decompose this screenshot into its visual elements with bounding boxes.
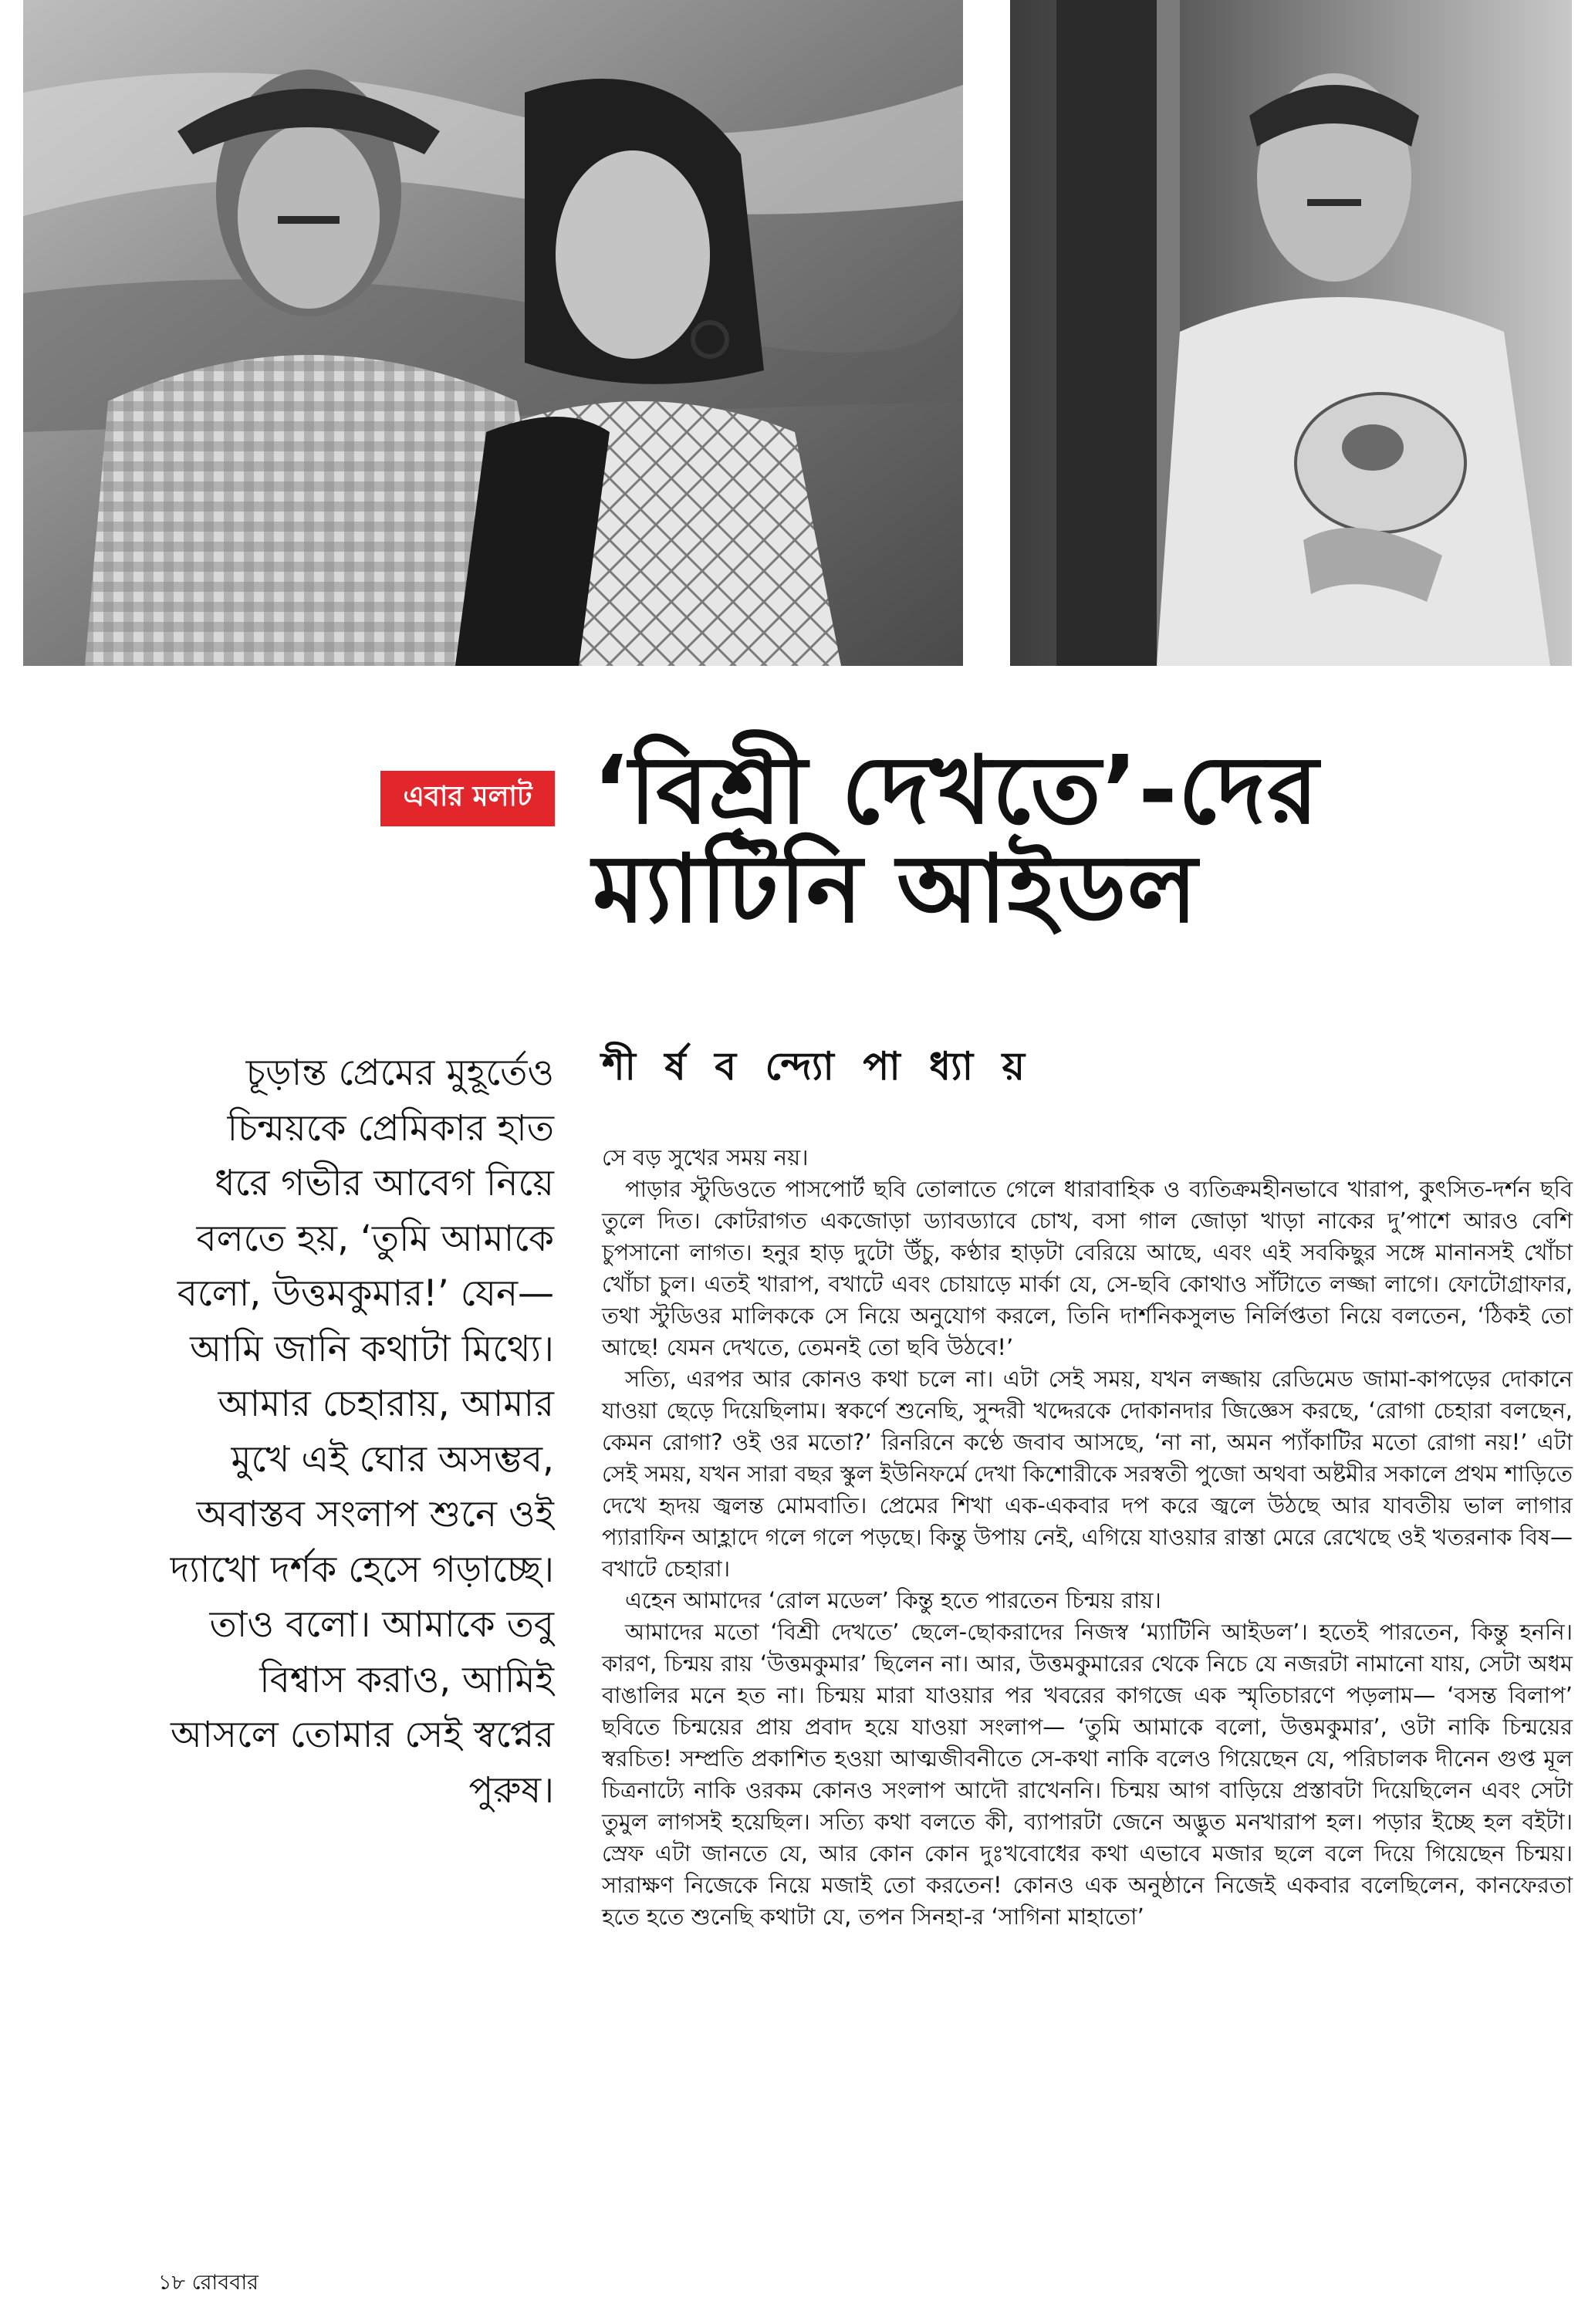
- headline-line-1: ‘বিশ্রী দেখতে’-দের: [593, 735, 1320, 845]
- film-still-couple-icon: [23, 0, 963, 666]
- article-paragraph: এহেন আমাদের ‘রোল মডেল’ কিন্তু হতে পারতেন চিন্ময় রায়।: [625, 1587, 1161, 1613]
- section-tag: এবার মলাট: [380, 771, 555, 826]
- article-paragraph: সত্যি, এরপর আর কোনও কথা চলে না। এটা সেই সময়, যখন লজ্জায় রেডিমেড জামা-কাপড়ের দোকানে যাওয়া ছেড়ে দিয়েছিলাম। স্বকর্ণে শুনেছি, সুন্দরী খদ্দেরকে দোকানদার জিজ্ঞেস করছে, ‘রোগা চেহারা বলছেন, কেমন রোগা? ওই ওর মতো?’ রিনরিনে কণ্ঠে জবাব আসছে, ‘না না, অমন প্যাঁকাটির মতো রোগা নয়!’ এটা সেই সময়, যখন সারা বছর স্কুল ইউনিফর্মে দেখা কিশোরীকে সরস্বতী পুজো অথবা অষ্টমীর সকালে প্রথম শাড়িতে দেখে হৃদয় জ্বলন্ত মোমবাতি। প্রেমের শিখা এক-একবার দপ করে জ্বলে উঠছে আর যাবতীয় ভাল লাগার প্যারাফিন আহ্লাদে গলে গলে পড়ছে। কিন্তু উপায় নেই, এগিয়ে যাওয়ার রাস্তা মেরে রেখেছে ওই খতরনাক বিষ— বখাটে চেহারা।: [602, 1366, 1573, 1582]
- article-paragraph: সে বড় সুখের সময় নয়।: [602, 1144, 809, 1170]
- article-paragraph: আমাদের মতো ‘বিশ্রী দেখতে’ ছেলে-ছোকরাদের নিজস্ব ‘ম্যাটিনি আইডল’। হতেই পারতেন, কিন্তু হননি। কারণ, চিন্ময় রায় ‘উত্তমকুমার’ ছিলেন না। আর, উত্তমকুমারের থেকে নিচে যে নজরটা নামানো যায়, সেটা অধম বাঙালির মনে হত না। চিন্ময় মারা যাওয়ার পর খবরের কাগজে এক স্মৃতিচারণে পড়লাম— ‘বসন্ত বিলাপ’ ছবিতে চিন্ময়ের প্রায় প্রবাদ হয়ে যাওয়া সংলাপ— ‘তুমি আমাকে বলো, উত্তমকুমার’, ওটা নাকি চিন্ময়ের স্বরচিত! সম্প্রতি প্রকাশিত হওয়া আত্মজীবনীতে সে-কথা নাকি বলেও গিয়েছেন যে, পরিচালক দীনেন গুপ্ত মূল চিত্রনাট্যে নাকি ওরকম কোনও সংলাপ আদৌ রাখেননি। চিন্ময় আগ বাড়িয়ে প্রস্তাবটা দিয়েছিলেন এবং সেটা তুমুল লাগসই হয়েছিল। সত্যি কথা বলতে কী, ব্যাপারটা জেনে অদ্ভুত মনখারাপ হল। পড়ার ইচ্ছে হল বইটা। স্রেফ এটা জানতে যে, আর কোন কোন দুঃখবোধের কথা এভাবে মজার ছলে বলে দিয়ে গিয়েছেন চিন্ময়। সারাক্ষণ নিজেকে নিয়ে মজাই তো করতেন! কোনও এক অনুষ্ঠানে নিজেই একবার বলেছিলেন, কানফেরতা হতে হতে শুনেছি কথাটা যে, তপন সিনহা-র ‘সাগিনা মাহাতো’: [602, 1619, 1573, 1930]
- film-still-man-with-dog-icon: [1010, 0, 1572, 666]
- article-body: [602, 1142, 1573, 1933]
- film-still-couple-photo: [23, 0, 963, 666]
- headline-line-2: ম্যাটিনি আইডল: [593, 834, 1198, 944]
- byline: শী র্ষ ব ন্দ্যো পা ধ্যা য়: [602, 1044, 1033, 1089]
- page-folio: ১৮ রোববার: [158, 2271, 259, 2295]
- article-paragraph: পাড়ার স্টুডিওতে পাসপোর্ট ছবি তোলাতে গেলে ধারাবাহিক ও ব্যতিক্রমহীনভাবে খারাপ, কুৎসিত-দর্শন ছবি তুলে দিত। কোটরাগত একজোড়া ড্যাবড্যাবে চোখ, বসা গাল জোড়া খাড়া নাকের দু’পাশে আরও বেশি চুপসানো লাগত। হনুর হাড় দুটো উঁচু, কণ্ঠার হাড়টা বেরিয়ে আছে, এবং এই সবকিছুর সঙ্গে মানানসই খোঁচা খোঁচা চুল। এতই খারাপ, বখাটে এবং চোয়াড়ে মার্কা যে, সে-ছবি কোথাও সাঁটাতে লজ্জা লাগে। ফোটোগ্রাফার, তথা স্টুডিওর মালিককে সে নিয়ে অনুযোগ করলে, তিনি দার্শনিকসুলভ নির্লিপ্ততা নিয়ে বলতেন, ‘ঠিকই তো আছে! যেমন দেখতে, তেমনই তো ছবি উঠবে!’: [602, 1176, 1573, 1360]
- pull-quote: চূড়ান্ত প্রেমের মুহূর্তেও চিন্ময়কে প্রেমিকার হাত ধরে গভীর আবেগ নিয়ে বলতে হয়, ‘তুমি আমাকে বলো, উত্তমকুমার!’ যেন— আমি জানি কথাটা মিথ্যে। আমার চেহারায়, আমার মুখে এই ঘোর অসম্ভব, অবাস্তব সংলাপ শুনে ওই দ্যাখো দর্শক হেসে গড়াচ্ছে। তাও বলো। আমাকে তবু বিশ্বাস করাও, আমিই আসলে তোমার সেই স্বপ্নের পুরুষ।: [170, 1052, 554, 1812]
- headline: [593, 735, 1519, 944]
- film-still-man-photo: [1010, 0, 1572, 666]
